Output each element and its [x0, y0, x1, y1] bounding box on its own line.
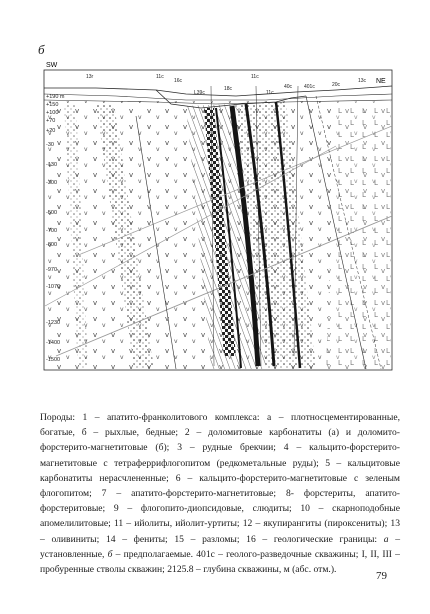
caption-variant-b: б [107, 548, 113, 560]
caption-text: – установленные, [40, 533, 400, 560]
orientation-left: SW [46, 62, 58, 69]
borehole-label: 13с [358, 78, 367, 84]
depth-label: +190 m [46, 94, 65, 100]
depth-label: -30 [46, 142, 54, 148]
borehole-label: 11с [266, 90, 274, 96]
figure-caption [40, 410, 400, 577]
depth-label: -970 [46, 267, 58, 273]
borehole-label: 18с [224, 86, 233, 92]
depth-label: +150 [46, 102, 59, 108]
borehole-label: 13г [86, 74, 94, 80]
depth-label: -130 [46, 162, 58, 168]
borehole-label: 16с [174, 78, 183, 84]
depth-label: -1400 [46, 340, 61, 346]
depth-label: -300 [46, 180, 58, 186]
borehole-label: 11с [251, 74, 259, 80]
depth-label: +70 [46, 118, 56, 124]
borehole-label: L39с [194, 90, 205, 96]
depth-label: -700 [46, 228, 58, 234]
depth-label: +100 [46, 110, 59, 116]
depth-label: -500 [46, 210, 58, 216]
page-number: 79 [376, 570, 387, 582]
caption-variant-a: а [383, 533, 389, 545]
depth-label: -1070 [46, 284, 61, 290]
borehole-label: 11с [156, 74, 164, 80]
depth-label: +20 [46, 128, 56, 134]
depth-label: -1500 [46, 357, 61, 363]
section-label: б [38, 42, 45, 57]
orientation-right: NE [376, 78, 386, 85]
depth-label: -800 [46, 242, 58, 248]
borehole-label: 401с [304, 84, 315, 90]
geological-cross-section [36, 56, 402, 378]
borehole-label: 40с [284, 84, 293, 90]
borehole-label: 20с [332, 82, 341, 88]
caption-text: – предполагаемые. 401с – геолого-разведочные скважины; I, II, III – пробуренные стволы скважин; 2125.8 – глубина скважины, м (абс. отм.). [40, 548, 400, 576]
caption-text: Породы: 1 – апатито-франколитового комплекса: а – плотносцементированные, богатые, б – рыхлые, бедные; 2 – доломитовые карбонатиты (а) и доломито-форстерито-магнетитовые (б); 3 – рудные брекчии; 4 – кальцито-форстерито-магнетитовые с тетраферрифлогопитом (редкометальные руды); 5 – кальцитовые карбонатиты нерасчлененные; 6 – кальцито-форстерито-магнетитовые с зеленым флогопитом; 7 – апатито-форстерито-магнетитовые; 8- форстериты, апатито-форстеритовые; 9 – флогопито-диопсидовые, слюдиты; 10 – скарноподобные апомелилитовые; 11 – ийолиты, ийолит-уртиты; 12 – якупирангиты (пироксениты); 13 – оливиниты; 14 – фениты; 15 – разломы; 16 – геологические границы: [40, 412, 400, 545]
depth-label: -1230 [46, 320, 61, 326]
